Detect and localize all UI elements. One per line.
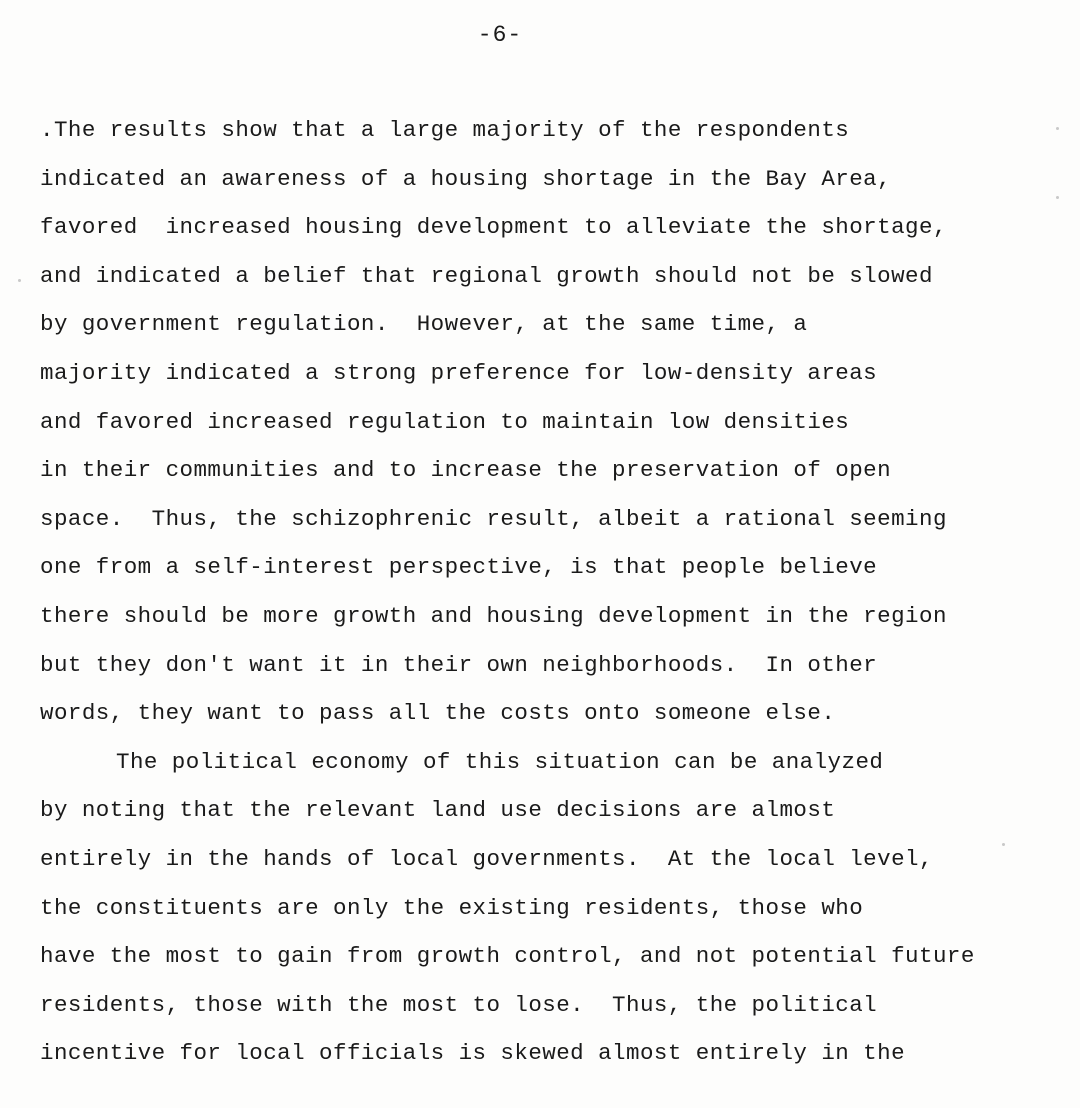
text-line: words, they want to pass all the costs onto someone else. bbox=[40, 700, 836, 727]
text-line: but they don't want it in their own neighborhoods. In other bbox=[40, 651, 878, 678]
body-text bbox=[40, 106, 1050, 1078]
text-line: incentive for local officials is skewed almost entirely in the bbox=[40, 1040, 906, 1067]
text-line: indicated an awareness of a housing shortage in the Bay Area, bbox=[40, 165, 892, 192]
text-line: residents, those with the most to lose. Thus, the political bbox=[40, 991, 878, 1018]
scan-speck bbox=[1056, 127, 1059, 130]
text-line: by government regulation. However, at the same time, a bbox=[40, 311, 808, 338]
scan-speck bbox=[18, 279, 21, 282]
text-line: one from a self-interest perspective, is that people believe bbox=[40, 554, 878, 581]
text-line: space. Thus, the schizophrenic result, albeit a rational seeming bbox=[40, 505, 947, 532]
text-line: entirely in the hands of local governments. At the local level, bbox=[40, 845, 933, 872]
paragraph-start-line: The political economy of this situation can be analyzed bbox=[116, 748, 884, 775]
text-line: and favored increased regulation to maintain low densities bbox=[40, 408, 850, 435]
text-line: majority indicated a strong preference for low-density areas bbox=[40, 359, 878, 386]
scan-speck bbox=[1056, 196, 1059, 199]
text-line: by noting that the relevant land use decisions are almost bbox=[40, 797, 836, 824]
text-line: and indicated a belief that regional growth should not be slowed bbox=[40, 262, 933, 289]
text-line: favored increased housing development to alleviate the shortage, bbox=[40, 214, 947, 241]
scan-speck bbox=[1002, 843, 1005, 846]
text-line: have the most to gain from growth control, and not potential future bbox=[40, 943, 975, 970]
page-number: -6- bbox=[477, 22, 523, 48]
text-line: there should be more growth and housing development in the region bbox=[40, 602, 947, 629]
text-line: .The results show that a large majority of the respondents bbox=[40, 117, 850, 143]
text-line: the constituents are only the existing residents, those who bbox=[40, 894, 864, 921]
text-line: in their communities and to increase the preservation of open bbox=[40, 457, 892, 484]
